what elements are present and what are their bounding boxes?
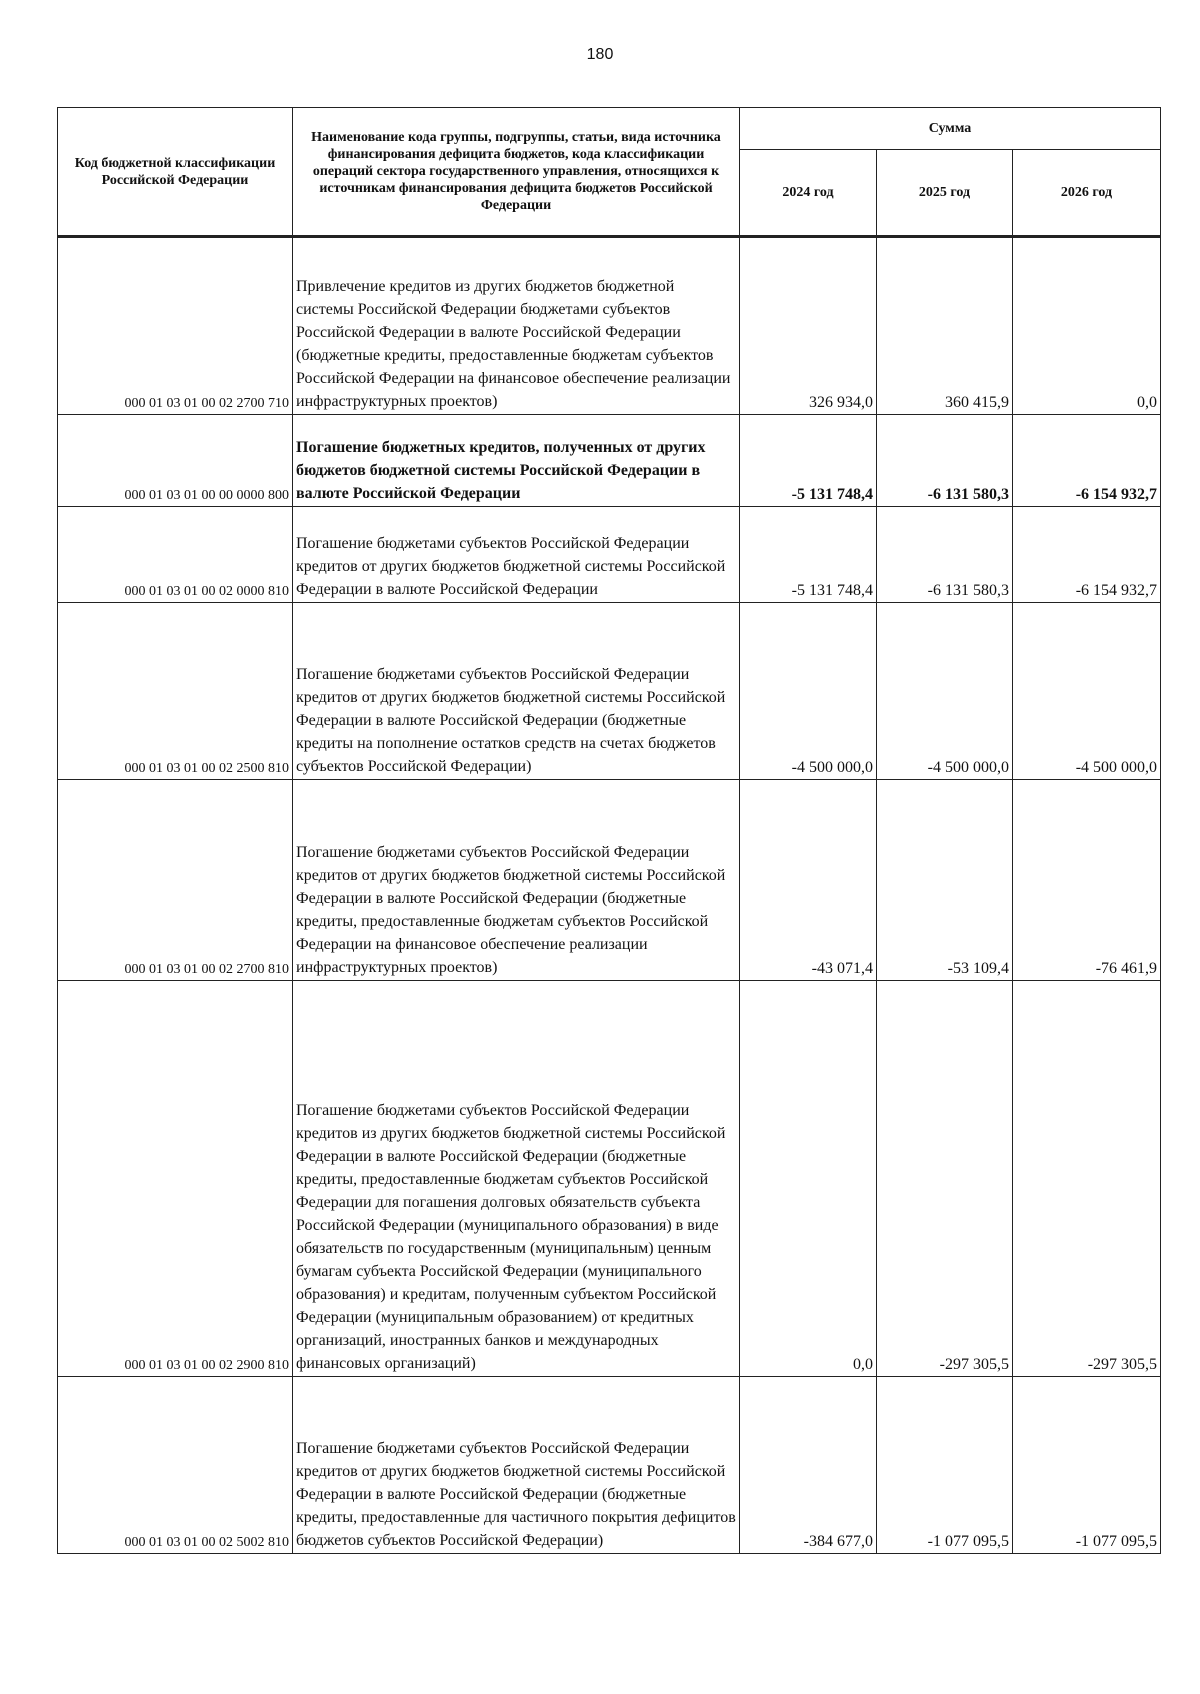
row-code: 000 01 03 01 00 02 2700 710 [58, 237, 293, 415]
row-value-2024: -4 500 000,0 [740, 603, 877, 780]
table-header [58, 108, 1161, 237]
row-value-2025: -4 500 000,0 [877, 603, 1013, 780]
row-value-2025: -6 131 580,3 [877, 415, 1013, 507]
header-year-2025: 2025 год [877, 150, 1013, 237]
row-value-2026: 0,0 [1013, 237, 1161, 415]
row-value-2024: 0,0 [740, 981, 877, 1377]
row-value-2025: -6 131 580,3 [877, 507, 1013, 603]
row-name: Погашение бюджетами субъектов Российской Федерации кредитов от других бюджетов бюджетной системы Российской Федерации в валюте Российской Федерации [293, 507, 740, 603]
table-row [58, 237, 1161, 415]
row-code: 000 01 03 01 00 00 0000 800 [58, 415, 293, 507]
row-value-2024: -5 131 748,4 [740, 415, 877, 507]
row-value-2024: -43 071,4 [740, 780, 877, 981]
header-year-2024: 2024 год [740, 150, 877, 237]
row-code: 000 01 03 01 00 02 2500 810 [58, 603, 293, 780]
header-sum-column: Сумма [740, 108, 1161, 150]
row-value-2026: -76 461,9 [1013, 780, 1161, 981]
row-value-2025: 360 415,9 [877, 237, 1013, 415]
header-code-column: Код бюджетной классификации Российской Федерации [58, 108, 293, 237]
row-value-2025: -53 109,4 [877, 780, 1013, 981]
row-value-2024: -384 677,0 [740, 1377, 877, 1554]
row-value-2024: -5 131 748,4 [740, 507, 877, 603]
table-row [58, 780, 1161, 981]
row-value-2026: -6 154 932,7 [1013, 415, 1161, 507]
row-value-2025: -1 077 095,5 [877, 1377, 1013, 1554]
header-name-column: Наименование кода группы, подгруппы, статьи, вида источника финансирования дефицита бюджетов, кода классификации операций сектора государственного управления, относящихся к источникам финансирования дефицита бюджетов Российской Федерации [293, 108, 740, 237]
row-name: Погашение бюджетных кредитов, полученных от других бюджетов бюджетной системы Российской Федерации в валюте Российской Федерации [293, 415, 740, 507]
row-value-2024: 326 934,0 [740, 237, 877, 415]
row-name: Погашение бюджетами субъектов Российской Федерации кредитов от других бюджетов бюджетной системы Российской Федерации в валюте Российской Федерации (бюджетные кредиты на пополнение остатков средств на счетах бюджетов субъектов Российской Федерации) [293, 603, 740, 780]
row-code: 000 01 03 01 00 02 2900 810 [58, 981, 293, 1377]
row-code: 000 01 03 01 00 02 0000 810 [58, 507, 293, 603]
table-row [58, 415, 1161, 507]
table-row [58, 507, 1161, 603]
row-value-2026: -1 077 095,5 [1013, 1377, 1161, 1554]
table-row [58, 1377, 1161, 1554]
row-value-2026: -6 154 932,7 [1013, 507, 1161, 603]
row-code: 000 01 03 01 00 02 2700 810 [58, 780, 293, 981]
row-name: Привлечение кредитов из других бюджетов бюджетной системы Российской Федерации бюджетами субъектов Российской Федерации в валюте Российской Федерации (бюджетные кредиты, предоставленные бюджетам субъектов Российской Федерации на финансовое обеспечение реализации инфраструктурных проектов) [293, 237, 740, 415]
row-value-2026: -297 305,5 [1013, 981, 1161, 1377]
row-value-2025: -297 305,5 [877, 981, 1013, 1377]
row-code: 000 01 03 01 00 02 5002 810 [58, 1377, 293, 1554]
table-row [58, 603, 1161, 780]
budget-sources-table [57, 107, 1161, 1554]
header-year-2026: 2026 год [1013, 150, 1161, 237]
row-name: Погашение бюджетами субъектов Российской Федерации кредитов от других бюджетов бюджетной системы Российской Федерации в валюте Российской Федерации (бюджетные кредиты, предоставленные бюджетам субъектов Российской Федерации на финансовое обеспечение реализации инфраструктурных проектов) [293, 780, 740, 981]
page-number: 180 [586, 46, 614, 63]
table-row [58, 981, 1161, 1377]
row-name: Погашение бюджетами субъектов Российской Федерации кредитов из других бюджетов бюджетной системы Российской Федерации в валюте Российской Федерации (бюджетные кредиты, предоставленные бюджетам субъектов Российской Федерации для погашения долговых обязательств субъекта Российской Федерации (муниципального образования) в виде обязательств по государственным (муниципальным) ценным бумагам субъекта Российской Федерации (муниципального образования) и кредитам, полученным субъектом Российской Федерации (муниципальным образованием) от кредитных организаций, иностранных банков и международных финансовых организаций) [293, 981, 740, 1377]
row-value-2026: -4 500 000,0 [1013, 603, 1161, 780]
row-name: Погашение бюджетами субъектов Российской Федерации кредитов от других бюджетов бюджетной системы Российской Федерации в валюте Российской Федерации (бюджетные кредиты, предоставленные для частичного покрытия дефицитов бюджетов субъектов Российской Федерации) [293, 1377, 740, 1554]
